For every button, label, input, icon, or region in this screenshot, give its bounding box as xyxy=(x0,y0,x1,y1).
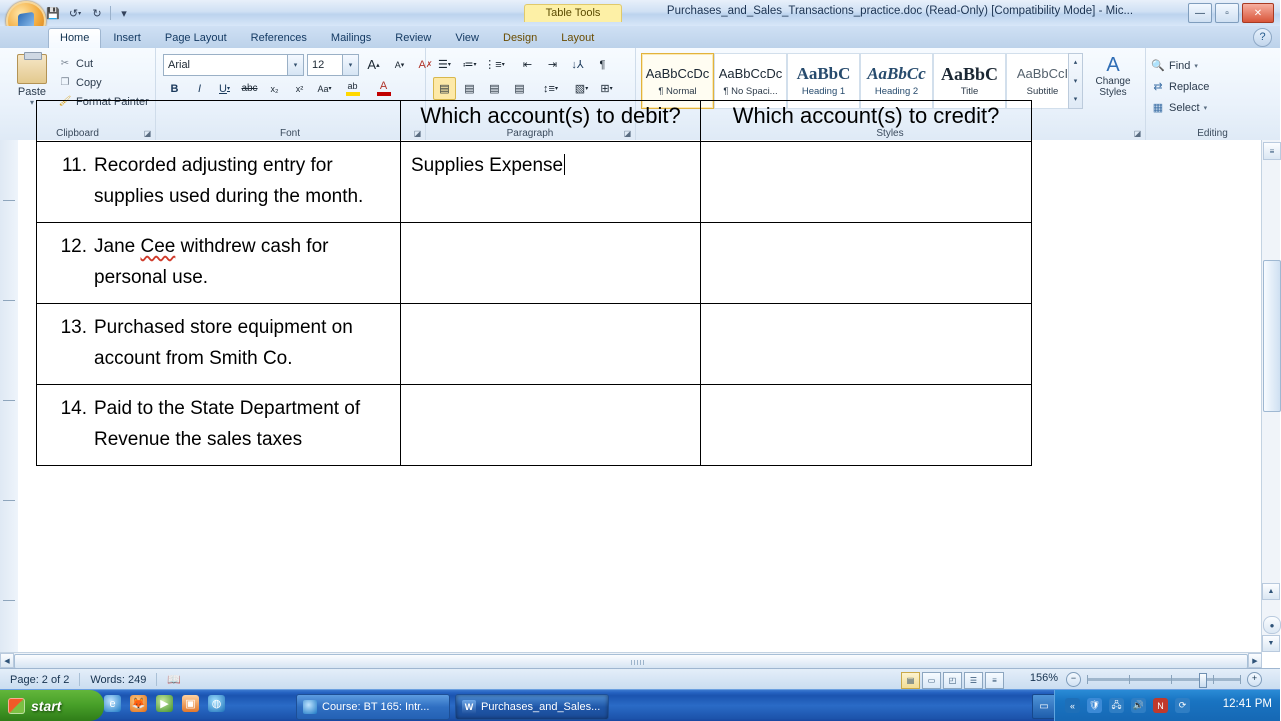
row-14-description[interactable] xyxy=(37,385,401,466)
table-header-row xyxy=(37,101,1032,142)
paragraph-group-label: Paragraph xyxy=(506,128,554,139)
find-button[interactable] xyxy=(1145,55,1280,76)
font-name-arrow[interactable]: ▾ xyxy=(287,55,303,75)
gallery-scroll-up-icon[interactable]: ▴ xyxy=(1073,59,1078,66)
font-size-value: 12 xyxy=(312,58,325,71)
taskbar-item-word-label: Purchases_and_Sales... xyxy=(481,701,601,713)
windows-flag-icon xyxy=(8,698,25,714)
style-name: Subtitle xyxy=(1026,85,1059,97)
scroll-right-button[interactable]: ▶ xyxy=(1248,653,1262,668)
taskbar xyxy=(0,689,1280,721)
style-sample: AaBbC xyxy=(796,63,851,83)
font-group-label: Font xyxy=(279,128,300,139)
horizontal-scrollbar[interactable] xyxy=(0,652,1262,669)
taskbar-item-browser[interactable] xyxy=(296,694,450,720)
style-sample: AaBbCcDc xyxy=(718,65,783,81)
row-11-text: Recorded adjusting entry for supplies used during the month. xyxy=(94,155,364,207)
system-tray xyxy=(1054,690,1280,721)
paragraph-dialog-launcher[interactable]: ◪ xyxy=(623,129,632,138)
row-13-text: Purchased store equipment on account from Smith Co. xyxy=(94,317,353,369)
clear-formatting-icon[interactable]: A ✗ xyxy=(418,58,433,71)
group-editing xyxy=(1145,48,1280,140)
text-caret xyxy=(564,154,565,175)
tab-home[interactable]: Home xyxy=(48,28,101,48)
style-sample: AaBbCcI xyxy=(1016,65,1069,81)
font-size-combo[interactable] xyxy=(307,54,359,76)
paste-label: Paste xyxy=(17,86,47,98)
paste-icon xyxy=(17,54,47,84)
update-icon[interactable]: ⟳ xyxy=(1175,698,1190,713)
header-debit: Which account(s) to debit? xyxy=(400,101,700,142)
firefox-icon[interactable]: 🦊 xyxy=(130,695,147,712)
split-bar-icon[interactable]: ≡ xyxy=(1263,142,1281,160)
scroll-grip xyxy=(631,660,645,665)
taskbar-buttons xyxy=(296,694,609,720)
outline-view-button[interactable]: ☰ xyxy=(964,672,983,689)
word-icon xyxy=(462,700,476,714)
style-name: Title xyxy=(960,85,979,97)
zoom-track[interactable] xyxy=(1087,678,1241,681)
minimize-button[interactable]: — xyxy=(1188,3,1212,23)
style-sample: AaBbCcDc xyxy=(645,65,710,81)
select-icon: ▦ xyxy=(1152,102,1164,114)
font-name-value: Arial xyxy=(168,58,191,71)
styles-group-label: Styles xyxy=(876,128,904,139)
tray-expand-icon[interactable]: « xyxy=(1065,698,1080,713)
security-icon[interactable]: 🛡 xyxy=(1087,698,1102,713)
zoom-in-button[interactable]: + xyxy=(1247,672,1262,687)
word-count[interactable]: Words: 249 xyxy=(90,673,147,686)
row-12-credit-cell[interactable] xyxy=(701,223,1032,304)
gallery-more-icon[interactable]: ▾ xyxy=(1073,96,1078,103)
row-13-description[interactable] xyxy=(37,304,401,385)
strikethrough-icon[interactable]: abc xyxy=(241,83,258,94)
antivirus-icon[interactable]: N xyxy=(1153,698,1168,713)
grow-font-icon[interactable]: A ▴ xyxy=(367,57,380,72)
subscript-icon[interactable]: x₂ xyxy=(270,83,279,94)
pictures-icon[interactable]: ▣ xyxy=(182,695,199,712)
row-13-debit-cell[interactable] xyxy=(400,304,700,385)
ribbon-tabs xyxy=(0,26,1280,49)
clipboard-dialog-launcher[interactable]: ◪ xyxy=(143,129,152,138)
select-label: Select xyxy=(1169,101,1200,114)
row-11-debit-cell[interactable] xyxy=(400,142,700,223)
zoom-out-button[interactable]: − xyxy=(1066,672,1081,687)
numbering-icon[interactable]: ≔ ▾ xyxy=(462,59,477,71)
show-desktop-button[interactable]: ▭ xyxy=(1032,694,1056,719)
table-tools-label: Table Tools xyxy=(524,4,622,22)
vertical-scrollbar[interactable] xyxy=(1261,140,1280,652)
font-name-combo[interactable] xyxy=(163,54,304,76)
undo-icon[interactable]: ↺ ▾ xyxy=(68,7,82,20)
view-buttons xyxy=(901,672,1004,689)
row-12-text-post: withdrew cash for personal use. xyxy=(94,236,329,288)
cut-label: Cut xyxy=(76,57,94,70)
replace-label: Replace xyxy=(1169,80,1210,93)
copy-icon: ❐ xyxy=(60,77,70,88)
clock[interactable]: 12:41 PM xyxy=(1222,698,1272,710)
table-row xyxy=(37,142,1032,223)
header-description xyxy=(37,101,401,142)
close-button[interactable]: ✕ xyxy=(1242,3,1274,23)
save-icon[interactable]: 💾 xyxy=(46,7,60,20)
sort-icon[interactable]: ↓⅄ xyxy=(571,59,584,71)
change-styles-button[interactable] xyxy=(1087,54,1139,98)
replace-icon: ⇄ xyxy=(1153,81,1163,93)
clipboard-group-label: Clipboard xyxy=(56,128,99,139)
table-row xyxy=(37,385,1032,466)
tab-review[interactable]: Review xyxy=(395,32,432,44)
underline-icon[interactable]: U ▾ xyxy=(219,82,230,95)
tab-references[interactable]: References xyxy=(250,32,307,44)
transactions-table xyxy=(36,100,1032,466)
styles-gallery-scroll[interactable] xyxy=(1068,53,1083,109)
web-icon[interactable]: ◍ xyxy=(208,695,225,712)
tab-insert[interactable]: Insert xyxy=(113,32,141,44)
row-12-text-pre: Jane xyxy=(94,236,141,257)
title-bar xyxy=(0,0,1280,27)
tab-design[interactable]: Design xyxy=(503,32,538,44)
row-13-number: 13. xyxy=(60,317,87,338)
change-case-icon[interactable]: Aa ▾ xyxy=(317,83,332,94)
change-styles-icon: A xyxy=(1106,54,1120,76)
vertical-scroll-thumb[interactable] xyxy=(1263,260,1281,412)
format-painter-label: Format Painter xyxy=(76,95,149,108)
network-icon[interactable]: 🖧 xyxy=(1109,698,1124,713)
volume-icon[interactable]: 🔊 xyxy=(1131,698,1146,713)
style-sample: AaBbCc xyxy=(867,63,926,83)
row-14-number: 14. xyxy=(60,398,87,419)
table-row xyxy=(37,223,1032,304)
justify-icon[interactable]: ▤ xyxy=(514,83,525,95)
redo-icon[interactable]: ↻ xyxy=(92,7,102,20)
row-12-number: 12. xyxy=(60,236,87,257)
superscript-icon[interactable]: x² xyxy=(295,83,304,94)
line-spacing-icon[interactable]: ↕≡ ▾ xyxy=(543,82,558,95)
start-label: start xyxy=(31,697,62,714)
find-arrow[interactable]: ▾ xyxy=(1194,62,1198,70)
row-11-credit-cell[interactable] xyxy=(701,142,1032,223)
select-button[interactable] xyxy=(1145,97,1280,118)
status-bar xyxy=(0,668,1280,690)
zoom-slider[interactable] xyxy=(1066,673,1262,686)
bold-icon[interactable]: B xyxy=(170,82,179,95)
copy-label: Copy xyxy=(76,76,102,89)
cut-button[interactable] xyxy=(58,54,150,73)
zoom-level[interactable]: 156% xyxy=(1029,672,1058,684)
quick-access-toolbar xyxy=(44,3,133,23)
replace-button[interactable] xyxy=(1145,76,1280,97)
tab-layout[interactable]: Layout xyxy=(561,32,595,44)
text-highlight-icon[interactable]: ab xyxy=(338,77,367,100)
tab-page-layout[interactable]: Page Layout xyxy=(164,32,227,44)
paste-dropdown-arrow[interactable]: ▾ xyxy=(29,98,34,107)
taskbar-item-word[interactable] xyxy=(455,694,609,720)
align-left-icon[interactable]: ▤ xyxy=(433,77,456,100)
style-name: ¶ No Spaci... xyxy=(723,85,778,97)
print-layout-view-button[interactable]: ▤ xyxy=(901,672,920,689)
vertical-ruler xyxy=(0,140,19,652)
table-row xyxy=(37,304,1032,385)
multilevel-list-icon[interactable]: ⋮≡ ▾ xyxy=(484,59,505,71)
row-11-debit-value: Supplies Expense xyxy=(410,155,564,176)
shrink-font-icon[interactable]: A ▾ xyxy=(394,59,405,70)
copy-button[interactable] xyxy=(58,73,150,92)
window-controls xyxy=(1188,3,1274,23)
style-sample: AaBbC xyxy=(940,63,998,84)
quick-launch-bar xyxy=(104,695,225,712)
increase-indent-icon[interactable]: ⇥ xyxy=(547,59,558,71)
media-player-icon[interactable]: ▶ xyxy=(156,695,173,712)
borders-icon[interactable]: ⊞ ▾ xyxy=(600,83,613,95)
bullets-icon[interactable]: ☰ ▾ xyxy=(438,59,451,71)
paintbrush-icon: 🖌 xyxy=(58,96,72,107)
decrease-indent-icon[interactable]: ⇤ xyxy=(522,59,533,71)
italic-icon[interactable]: I xyxy=(197,82,202,95)
style-name: Heading 1 xyxy=(801,85,846,97)
find-icon: 🔍 xyxy=(1151,60,1165,72)
ie-icon xyxy=(303,700,317,714)
row-14-text: Paid to the State Department of Revenue the sales taxes xyxy=(94,398,361,450)
window-title: Purchases_and_Sales_Transactions_practice.doc (Read-Only) [Compatibility Mode] - Mic... xyxy=(666,5,1134,17)
row-14-credit-cell[interactable] xyxy=(701,385,1032,466)
tab-view[interactable]: View xyxy=(455,32,479,44)
gallery-scroll-down-icon[interactable]: ▾ xyxy=(1073,77,1078,85)
customize-qat-icon[interactable]: ▾ xyxy=(121,7,127,20)
web-layout-view-button[interactable]: ◰ xyxy=(943,672,962,689)
scroll-up-button[interactable]: ▲ xyxy=(1262,583,1280,600)
maximize-button[interactable]: ▫ xyxy=(1215,3,1239,23)
tab-mailings[interactable]: Mailings xyxy=(330,32,372,44)
row-14-debit-cell[interactable] xyxy=(400,385,700,466)
font-size-arrow[interactable]: ▾ xyxy=(342,55,358,75)
shading-icon[interactable]: ▧ ▾ xyxy=(574,83,589,95)
proofing-errors-icon[interactable]: 📖 xyxy=(167,674,182,686)
font-color-icon[interactable]: A xyxy=(369,77,398,100)
styles-dialog-launcher[interactable]: ◪ xyxy=(1133,129,1142,138)
scroll-down-button[interactable]: ▼ xyxy=(1262,635,1280,652)
help-icon[interactable]: ? xyxy=(1253,28,1272,47)
row-12-misspelled-word: Cee xyxy=(140,236,176,257)
header-credit: Which account(s) to credit? xyxy=(701,101,1032,142)
style-name: Heading 2 xyxy=(874,85,919,97)
taskbar-item-browser-label: Course: BT 165: Intr... xyxy=(322,701,430,713)
qat-divider xyxy=(110,6,111,20)
find-label: Find xyxy=(1169,59,1191,72)
style-name: ¶ Normal xyxy=(658,85,697,97)
row-12-debit-cell[interactable] xyxy=(400,223,700,304)
scissors-icon: ✂ xyxy=(60,58,70,69)
row-11-description[interactable] xyxy=(37,142,401,223)
row-11-number: 11. xyxy=(61,155,87,176)
draft-view-button[interactable]: ≡ xyxy=(985,672,1004,689)
editing-group-label: Editing xyxy=(1197,128,1228,139)
row-13-credit-cell[interactable] xyxy=(701,304,1032,385)
show-formatting-marks-icon[interactable]: ¶ xyxy=(599,58,606,71)
ie-icon[interactable]: e xyxy=(104,695,121,712)
select-arrow[interactable]: ▾ xyxy=(1203,104,1208,112)
page-indicator[interactable]: Page: 2 of 2 xyxy=(10,673,70,686)
browse-object-button[interactable]: ● xyxy=(1263,616,1281,634)
align-right-icon[interactable]: ▤ xyxy=(489,83,500,95)
full-screen-reading-button[interactable]: ▭ xyxy=(922,672,941,689)
start-button[interactable] xyxy=(0,690,104,721)
scroll-left-button[interactable]: ◀ xyxy=(0,653,14,668)
horizontal-scroll-thumb[interactable] xyxy=(14,654,1248,669)
zoom-slider-thumb[interactable] xyxy=(1199,673,1207,688)
row-12-text xyxy=(94,231,390,293)
align-center-icon[interactable]: ▤ xyxy=(464,83,475,95)
change-styles-label: Change Styles xyxy=(1095,76,1131,98)
font-dialog-launcher[interactable]: ◪ xyxy=(413,129,422,138)
row-12-description[interactable] xyxy=(37,223,401,304)
